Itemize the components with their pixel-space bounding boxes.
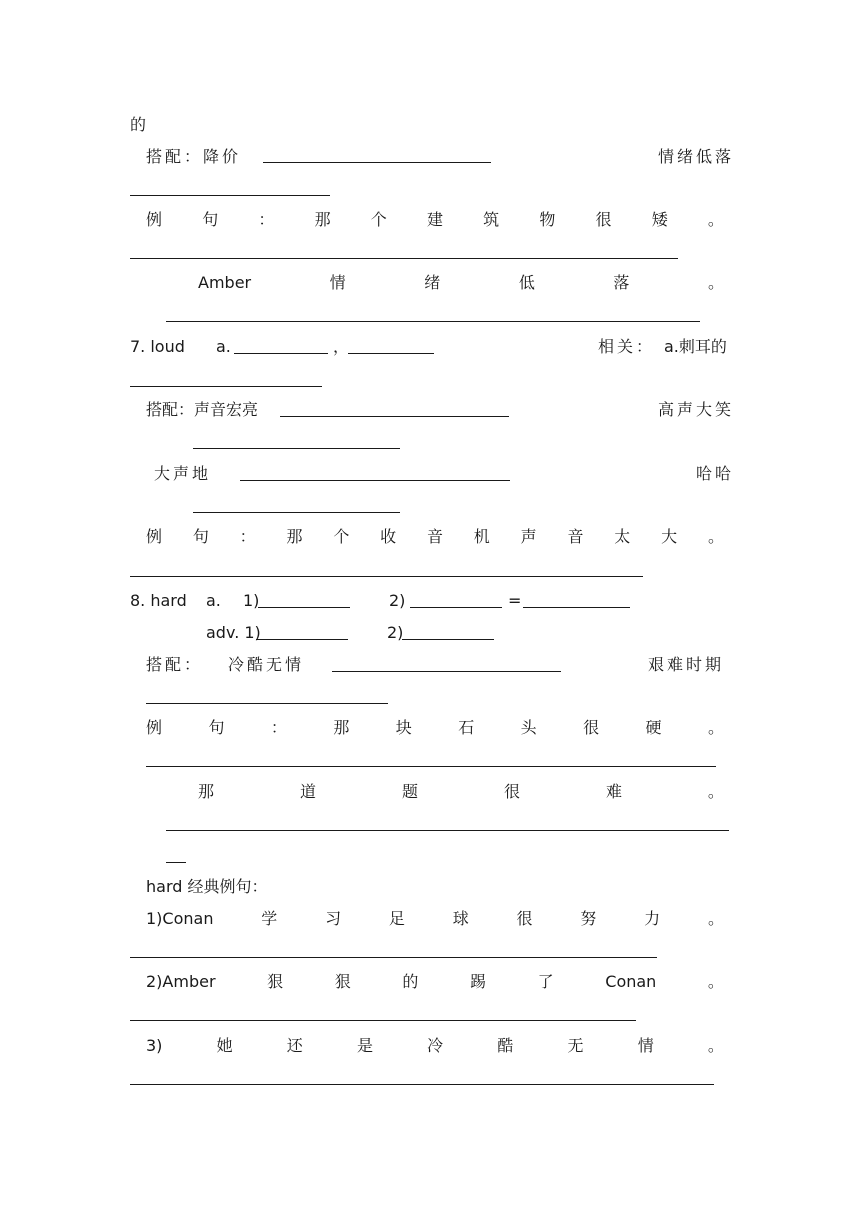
char: 。 <box>707 1036 724 1055</box>
loudly-label: 大声地 <box>154 464 212 483</box>
answer-blank[interactable] <box>130 258 678 259</box>
adv-sense-1: adv. 1) <box>206 623 261 642</box>
collocation-label-price-drop: 搭配：降价 <box>146 147 242 166</box>
char: 太 <box>614 527 631 546</box>
heartless-label: 冷酷无情 <box>228 655 305 674</box>
char: 学 <box>261 909 278 928</box>
answer-blank[interactable] <box>332 671 561 672</box>
char: 很 <box>595 210 612 229</box>
char: 头 <box>520 718 537 737</box>
answer-blank[interactable] <box>410 607 502 608</box>
char: 3) <box>146 1036 163 1055</box>
collocation-label-hard: 搭配： <box>146 655 204 674</box>
item-7-heading: 7. loud <box>130 337 185 356</box>
char: 酷 <box>497 1036 514 1055</box>
char: 低 <box>518 273 535 292</box>
answer-blank[interactable] <box>130 386 322 387</box>
mood-low-label: 情绪低落 <box>658 147 735 166</box>
char: 。 <box>707 273 724 292</box>
adv-sense-2: 2) <box>387 623 404 642</box>
char: 了 <box>537 972 554 991</box>
answer-blank[interactable] <box>280 416 509 417</box>
char: 个 <box>333 527 350 546</box>
char: 习 <box>325 909 342 928</box>
char: 大 <box>661 527 678 546</box>
char: 很 <box>583 718 600 737</box>
collocation-label-loud-voice: 搭配：声音宏亮 <box>146 400 259 419</box>
char: 落 <box>613 273 630 292</box>
related-value: a.刺耳的 <box>664 337 727 356</box>
char: 她 <box>216 1036 233 1055</box>
comma: ， <box>333 337 350 356</box>
char: 个 <box>370 210 387 229</box>
char: 。 <box>707 909 724 928</box>
answer-blank[interactable] <box>166 830 729 831</box>
char: 1)Conan <box>146 909 214 928</box>
char: 力 <box>644 909 661 928</box>
char: 。 <box>707 782 724 801</box>
char: 收 <box>380 527 397 546</box>
text-de: 的 <box>130 115 147 134</box>
char: 句 <box>208 718 225 737</box>
answer-blank[interactable] <box>256 639 348 640</box>
char: 建 <box>426 210 443 229</box>
answer-blank[interactable] <box>166 321 700 322</box>
char: 硬 <box>645 718 662 737</box>
example-sentence-building-short <box>146 210 724 230</box>
char: 的 <box>402 972 419 991</box>
char: 冷 <box>427 1036 444 1055</box>
char: 狠 <box>334 972 351 991</box>
classic-examples-heading: hard 经典例句： <box>146 877 268 896</box>
char: 句 <box>192 527 209 546</box>
char: 。 <box>707 972 724 991</box>
char: 筑 <box>483 210 500 229</box>
answer-blank-continuation[interactable] <box>166 862 186 863</box>
classic-example-3 <box>146 1036 724 1056</box>
char: ： <box>258 210 275 229</box>
answer-blank[interactable] <box>258 607 350 608</box>
answer-blank[interactable] <box>193 448 400 449</box>
char: 机 <box>473 527 490 546</box>
char: 很 <box>503 782 520 801</box>
char: 音 <box>426 527 443 546</box>
char: 很 <box>516 909 533 928</box>
char: 例 <box>146 527 163 546</box>
answer-blank[interactable] <box>234 353 328 354</box>
answer-blank[interactable] <box>130 576 643 577</box>
char: ： <box>239 527 256 546</box>
answer-blank[interactable] <box>402 639 494 640</box>
char: 情 <box>637 1036 654 1055</box>
item-8-adj-label: a. <box>206 591 221 610</box>
char: 。 <box>707 527 724 546</box>
char: 。 <box>707 210 724 229</box>
char: 是 <box>356 1036 373 1055</box>
char: ： <box>270 718 287 737</box>
char: 道 <box>299 782 316 801</box>
answer-blank[interactable] <box>523 607 630 608</box>
char: Conan <box>605 972 657 991</box>
char: 块 <box>395 718 412 737</box>
char: 难 <box>605 782 622 801</box>
char: 那 <box>314 210 331 229</box>
char: 矮 <box>651 210 668 229</box>
char: 那 <box>333 718 350 737</box>
example-sentence-radio-loud <box>146 527 724 547</box>
answer-blank[interactable] <box>130 195 330 196</box>
char: 音 <box>567 527 584 546</box>
hard-times-label: 艰难时期 <box>648 655 725 674</box>
char: 题 <box>401 782 418 801</box>
char: 。 <box>707 718 724 737</box>
answer-blank[interactable] <box>348 353 434 354</box>
char: 足 <box>388 909 405 928</box>
example-sentence-question-hard <box>198 782 724 802</box>
laugh-loudly-label: 高声大笑 <box>658 400 735 419</box>
answer-blank[interactable] <box>193 512 400 513</box>
item-8-heading: 8. hard <box>130 591 187 610</box>
char: 狠 <box>267 972 284 991</box>
equals-sign: = <box>508 591 522 610</box>
char: 踢 <box>470 972 487 991</box>
char: 那 <box>286 527 303 546</box>
char: 2)Amber <box>146 972 216 991</box>
char: 还 <box>286 1036 303 1055</box>
char: 努 <box>580 909 597 928</box>
answer-blank[interactable] <box>146 703 388 704</box>
related-label: 相关： <box>598 337 656 356</box>
char: 球 <box>452 909 469 928</box>
char: 例 <box>146 210 163 229</box>
char: Amber <box>198 273 252 292</box>
answer-blank[interactable] <box>263 162 491 163</box>
answer-blank[interactable] <box>130 1084 714 1085</box>
answer-blank[interactable] <box>146 766 716 767</box>
char: 物 <box>539 210 556 229</box>
classic-example-1 <box>146 909 724 929</box>
char: 例 <box>146 718 163 737</box>
adj-sense-1: 1) <box>243 591 260 610</box>
answer-blank[interactable] <box>130 957 657 958</box>
answer-blank[interactable] <box>240 480 510 481</box>
example-sentence-amber-mood <box>198 273 724 293</box>
example-sentence-stone-hard <box>146 718 724 738</box>
answer-blank[interactable] <box>130 1020 636 1021</box>
char: 那 <box>198 782 215 801</box>
char: 声 <box>520 527 537 546</box>
char: 石 <box>458 718 475 737</box>
char: 句 <box>202 210 219 229</box>
adj-sense-2: 2) <box>389 591 406 610</box>
char: 绪 <box>424 273 441 292</box>
item-7-adj-label: a. <box>216 337 231 356</box>
char: 情 <box>329 273 346 292</box>
classic-example-2 <box>146 972 724 992</box>
haha-label: 哈哈 <box>696 464 735 483</box>
char: 无 <box>567 1036 584 1055</box>
